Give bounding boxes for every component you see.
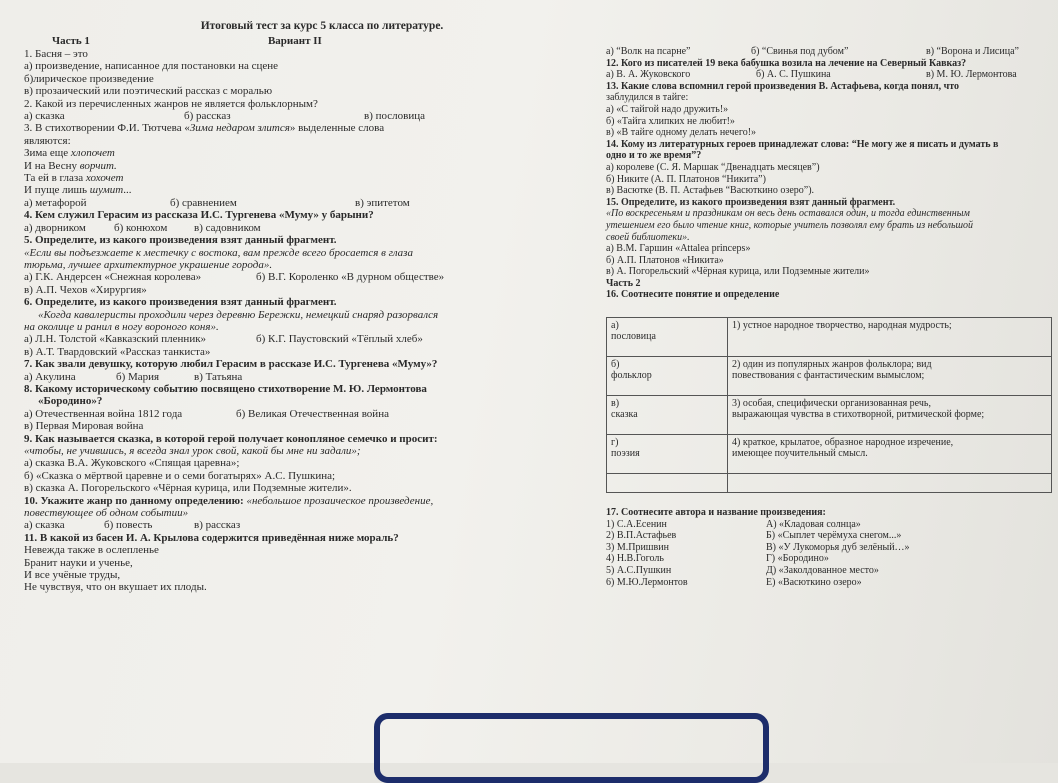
q7-option-c: в) Татьяна bbox=[194, 370, 243, 383]
work-item: Г) «Бородино» bbox=[766, 553, 829, 565]
question-10 bbox=[24, 495, 580, 507]
q7-option-a: а) Акулина bbox=[24, 370, 76, 383]
definition-text: 2) один из популярных жанров фольклора; вид bbox=[732, 359, 932, 371]
term-cell bbox=[607, 435, 728, 474]
q15-option-b: б) А.П. Платонов «Никита» bbox=[606, 254, 724, 266]
q5-option-b: б) В.Г. Короленко «В дурном обществе» bbox=[256, 271, 445, 284]
q3-options bbox=[24, 197, 580, 209]
left-column bbox=[24, 20, 580, 594]
q6-fragment-2: на околице и ранил в ногу вороного коня». bbox=[24, 320, 219, 333]
q12-option-b: б) А. С. Пушкина bbox=[756, 69, 831, 81]
q6-option-b: б) К.Г. Паустовский «Тёплый хлеб» bbox=[256, 333, 423, 346]
q2-option-c: в) пословица bbox=[364, 110, 425, 123]
q4-option-a: а) дворником bbox=[24, 221, 86, 234]
poem-highlight: шумит bbox=[89, 184, 124, 197]
definition-text-cont: выражающая чувства в стихотворной, ритмической форме; bbox=[732, 409, 985, 421]
q9-option-b: б) «Сказка о мёртвой царевне и о семи богатырях» А.С. Пушкина; bbox=[24, 469, 336, 482]
q5-options-ab bbox=[24, 271, 580, 283]
question-6: 6. Определите, из какого произведения взят данный фрагмент. bbox=[24, 296, 337, 309]
author-item: 5) А.С.Пушкин bbox=[606, 565, 672, 577]
q10-definition: «небольшое прозаическое произведение, bbox=[246, 494, 434, 507]
question-5: 5. Определите, из какого произведения взят данный фрагмент. bbox=[24, 234, 337, 247]
poem-line-1 bbox=[24, 147, 580, 159]
matching-table bbox=[606, 317, 1052, 493]
definition-text-cont: имеющее поучительный смысл. bbox=[732, 448, 868, 460]
definition-text: 4) краткое, крылатое, образное народное изречение, bbox=[732, 437, 954, 449]
poem-text: И пуще лишь bbox=[24, 184, 90, 197]
empty-cell bbox=[607, 474, 728, 493]
question-16: 16. Соотнесите понятие и определение bbox=[606, 289, 780, 301]
variant-heading: Вариант II bbox=[267, 35, 322, 47]
q8-option-a: а) Отечественная война 1812 года bbox=[24, 407, 183, 420]
moral-line-1: Невежда также в ослепленье bbox=[24, 544, 159, 557]
poem-highlight: ворчит. bbox=[79, 159, 117, 172]
table-row bbox=[607, 357, 1052, 396]
q6-fragment-1: «Когда кавалеристы проходили через деревню Бережки, немецкий снаряд разорвался bbox=[38, 308, 439, 321]
q11-options bbox=[606, 46, 1051, 58]
q1-option-b: б)лирическое произведение bbox=[24, 72, 154, 85]
q3-text-end: » выделенные слова bbox=[289, 122, 385, 135]
q11-option-c: в) “Ворона и Лисица” bbox=[926, 46, 1019, 57]
poem-text: Зима еще bbox=[24, 147, 71, 160]
q2-option-a: а) сказка bbox=[24, 110, 65, 123]
q5-fragment-1: «Если вы подъезжаете к местечку с востока, вам прежде всего бросается в глаза bbox=[24, 246, 413, 259]
term-cell bbox=[607, 357, 728, 396]
q15-option-a: а) В.М. Гаршин «Attalea princeps» bbox=[606, 243, 751, 255]
question-8-cont: «Бородино»? bbox=[38, 395, 103, 408]
q1-option-c: в) прозаический или поэтический рассказ с моралью bbox=[24, 85, 273, 98]
q5-fragment-2: тюрьма, лучшее архитектурное украшение города». bbox=[24, 258, 273, 271]
q7-options bbox=[24, 371, 580, 383]
q15-fragment-1: «По воскресеньям и праздникам он весь день оставался один, и тогда единственным bbox=[606, 208, 970, 220]
question-14-cont: одно и то же время”? bbox=[606, 150, 702, 162]
q8-option-c: в) Первая Мировая война bbox=[24, 420, 144, 433]
poem-text: И на Весну bbox=[24, 159, 80, 172]
table-row-empty bbox=[607, 474, 1052, 493]
definition-cell bbox=[728, 357, 1052, 396]
q5-option-c: в) А.П. Чехов «Хирургия» bbox=[24, 283, 147, 296]
term-label: пословица bbox=[611, 331, 656, 343]
question-13: 13. Какие слова вспомнил герой произведения В. Астафьева, когда понял, что bbox=[606, 80, 960, 92]
moral-line-2: Бранит науки и ученье, bbox=[24, 556, 133, 569]
q13-option-c: в) «В тайге одному делать нечего!» bbox=[606, 127, 757, 139]
term-label: поэзия bbox=[611, 448, 640, 460]
q10-options bbox=[24, 519, 580, 531]
q4-option-c: в) садовником bbox=[194, 221, 261, 234]
moral-line-4: Не чувствуя, что он вкушает их плоды. bbox=[24, 581, 207, 594]
right-column bbox=[606, 46, 1051, 588]
question-12: 12. Кого из писателей 19 века бабушка возила на лечение на Северный Кавказ? bbox=[606, 57, 967, 69]
q15-fragment-3: своей библиотеки». bbox=[606, 231, 690, 243]
q6-options-ab bbox=[24, 333, 580, 345]
q4-options bbox=[24, 222, 580, 234]
q14-option-a: а) королеве (С. Я. Маршак “Двенадцать месяцев”) bbox=[606, 161, 820, 173]
author-item: 2) В.П.Астафьев bbox=[606, 530, 677, 542]
table-row bbox=[607, 318, 1052, 357]
question-15: 15. Определите, из какого произведения взят данный фрагмент. bbox=[606, 196, 896, 208]
q6-option-a: а) Л.Н. Толстой «Кавказский пленник» bbox=[24, 333, 207, 346]
q13-option-b: б) «Тайга хлипких не любит!» bbox=[606, 115, 735, 127]
term-cell bbox=[607, 318, 728, 357]
q2-options bbox=[24, 110, 580, 122]
work-item: А) «Кладовая солнца» bbox=[766, 518, 861, 530]
question-3-cont: являются: bbox=[24, 134, 71, 147]
author-item: 1) С.А.Есенин bbox=[606, 518, 667, 530]
work-item: Е) «Васюткино озеро» bbox=[766, 576, 862, 588]
definition-text: 3) особая, специфически организованная речь, bbox=[732, 398, 931, 410]
term-label: фольклор bbox=[611, 370, 652, 382]
author-work-list bbox=[606, 519, 1051, 589]
q14-option-c: в) Васютке (В. П. Астафьев “Васюткино озеро”). bbox=[606, 185, 815, 197]
definition-cell bbox=[728, 396, 1052, 435]
q8-option-b: б) Великая Отечественная война bbox=[236, 407, 389, 420]
empty-cell bbox=[728, 474, 1052, 493]
author-item: 6) М.Ю.Лермонтов bbox=[606, 576, 688, 588]
q1-option-a: а) произведение, написанное для постановки на сцене bbox=[24, 60, 279, 73]
question-1: 1. Басня – это bbox=[24, 48, 88, 60]
poem-line-4 bbox=[24, 184, 580, 196]
q14-option-b: б) Никите (А. П. Платонов “Никита”) bbox=[606, 173, 766, 185]
q3-option-b: б) сравнением bbox=[170, 196, 237, 209]
table-row bbox=[607, 435, 1052, 474]
definition-cell bbox=[728, 435, 1052, 474]
q15-fragment-2: утешением его было чтение книг, которые учитель позволял ему брать из небольшой bbox=[606, 219, 974, 231]
poem-highlight: хлопочет bbox=[70, 147, 115, 160]
q11-option-a: а) “Волк на псарне” bbox=[606, 46, 691, 57]
definition-cell bbox=[728, 318, 1052, 357]
header-row bbox=[52, 35, 580, 47]
q9-option-a: а) сказка В.А. Жуковского «Спящая царевна»; bbox=[24, 457, 240, 470]
question-17: 17. Соотнесите автора и название произведения: bbox=[606, 507, 826, 519]
definition-text: 1) устное народное творчество, народная мудрость; bbox=[732, 320, 952, 332]
question-7: 7. Как звали девушку, которую любил Герасим в рассказе И.С. Тургенева «Муму»? bbox=[24, 358, 438, 371]
q12-options bbox=[606, 69, 1051, 81]
definition-text-cont: повествования с фантастическим вымыслом; bbox=[732, 370, 925, 382]
poem-text: Та ей в глаза bbox=[24, 172, 86, 185]
question-3 bbox=[24, 122, 580, 134]
question-14: 14. Кому из литературных героев принадлежат слова: “Не могу же я писать и думать в bbox=[606, 138, 999, 150]
poem-line-3 bbox=[24, 172, 580, 184]
term-cell bbox=[607, 396, 728, 435]
table-row bbox=[607, 396, 1052, 435]
term-letter: б) bbox=[611, 359, 620, 371]
term-label: сказка bbox=[611, 409, 638, 421]
q2-option-b: б) рассказ bbox=[184, 110, 231, 123]
term-letter: г) bbox=[611, 437, 619, 449]
q10-option-a: а) сказка bbox=[24, 519, 65, 532]
work-item: В) «У Лукоморья дуб зелёный…» bbox=[766, 541, 910, 553]
question-11: 11. В какой из басен И. А. Крылова содержится приведённая ниже мораль? bbox=[24, 531, 399, 544]
question-4: 4. Кем служил Герасим из рассказа И.С. Тургенева «Муму» у барыни? bbox=[24, 209, 374, 222]
work-item: Б) «Сыплет черёмуха снегом...» bbox=[766, 530, 902, 542]
poem-ellipsis: ... bbox=[123, 184, 132, 197]
q3-poem-title: Зима недаром злится bbox=[189, 122, 290, 135]
q9-option-c: в) сказка А. Погорельского «Чёрная курица, или Подземные жители». bbox=[24, 482, 352, 495]
q10-definition-cont: повествующее об одном событии» bbox=[24, 507, 189, 520]
q9-quote: «чтобы, не учившись, я всегда знал урок свой, какой бы мне ни задали»; bbox=[24, 445, 361, 457]
question-13-cont: заблудился в тайге: bbox=[606, 92, 689, 104]
poem-line-2 bbox=[24, 160, 580, 172]
term-letter: а) bbox=[611, 320, 619, 332]
q3-option-c: в) эпитетом bbox=[355, 196, 410, 209]
q10-option-b: б) повесть bbox=[104, 519, 153, 532]
poem-highlight: хохочет bbox=[85, 172, 124, 185]
q10-text: 10. Укажите жанр по данному определению: bbox=[24, 494, 247, 507]
q7-option-b: б) Мария bbox=[116, 370, 160, 383]
moral-line-3: И все учёные труды, bbox=[24, 569, 121, 582]
q3-option-a: а) метафорой bbox=[24, 196, 87, 209]
q4-option-b: б) конюхом bbox=[114, 221, 168, 234]
author-item: 3) М.Пришвин bbox=[606, 541, 669, 553]
test-title: Итоговый тест за курс 5 класса по литературе. bbox=[200, 20, 444, 32]
question-2: 2. Какой из перечисленных жанров не является фольклорным? bbox=[24, 97, 318, 110]
term-letter: в) bbox=[611, 398, 620, 410]
author-item: 4) Н.В.Гоголь bbox=[606, 553, 664, 565]
q15-option-c: в) А. Погорельский «Чёрная курица, или Подземные жители» bbox=[606, 266, 870, 278]
q6-option-c: в) А.Т. Твардовский «Рассказ танкиста» bbox=[24, 345, 211, 358]
q8-options-ab bbox=[24, 408, 580, 420]
q5-option-a: а) Г.К. Андерсен «Снежная королева» bbox=[24, 271, 202, 284]
q12-option-c: в) М. Ю. Лермонтова bbox=[926, 69, 1017, 81]
q12-option-a: а) В. А. Жуковского bbox=[606, 69, 691, 81]
q11-option-b: б) “Свинья под дубом” bbox=[751, 46, 849, 57]
q3-text: 3. В стихотворении Ф.И. Тютчева « bbox=[24, 122, 190, 135]
question-9: 9. Как называется сказка, в которой герой получает конопляное семечко и просит: bbox=[24, 432, 438, 445]
clipboard-clip bbox=[374, 713, 769, 783]
question-8: 8. Какому историческому событию посвящено стихотворение М. Ю. Лермонтова bbox=[24, 382, 427, 395]
q10-option-c: в) рассказ bbox=[194, 519, 241, 532]
work-item: Д) «Заколдованное место» bbox=[766, 565, 879, 577]
part-1-heading: Часть 1 bbox=[52, 35, 90, 47]
q13-option-a: а) «С тайгой надо дружить!» bbox=[606, 103, 729, 115]
part-2-heading: Часть 2 bbox=[606, 277, 641, 289]
